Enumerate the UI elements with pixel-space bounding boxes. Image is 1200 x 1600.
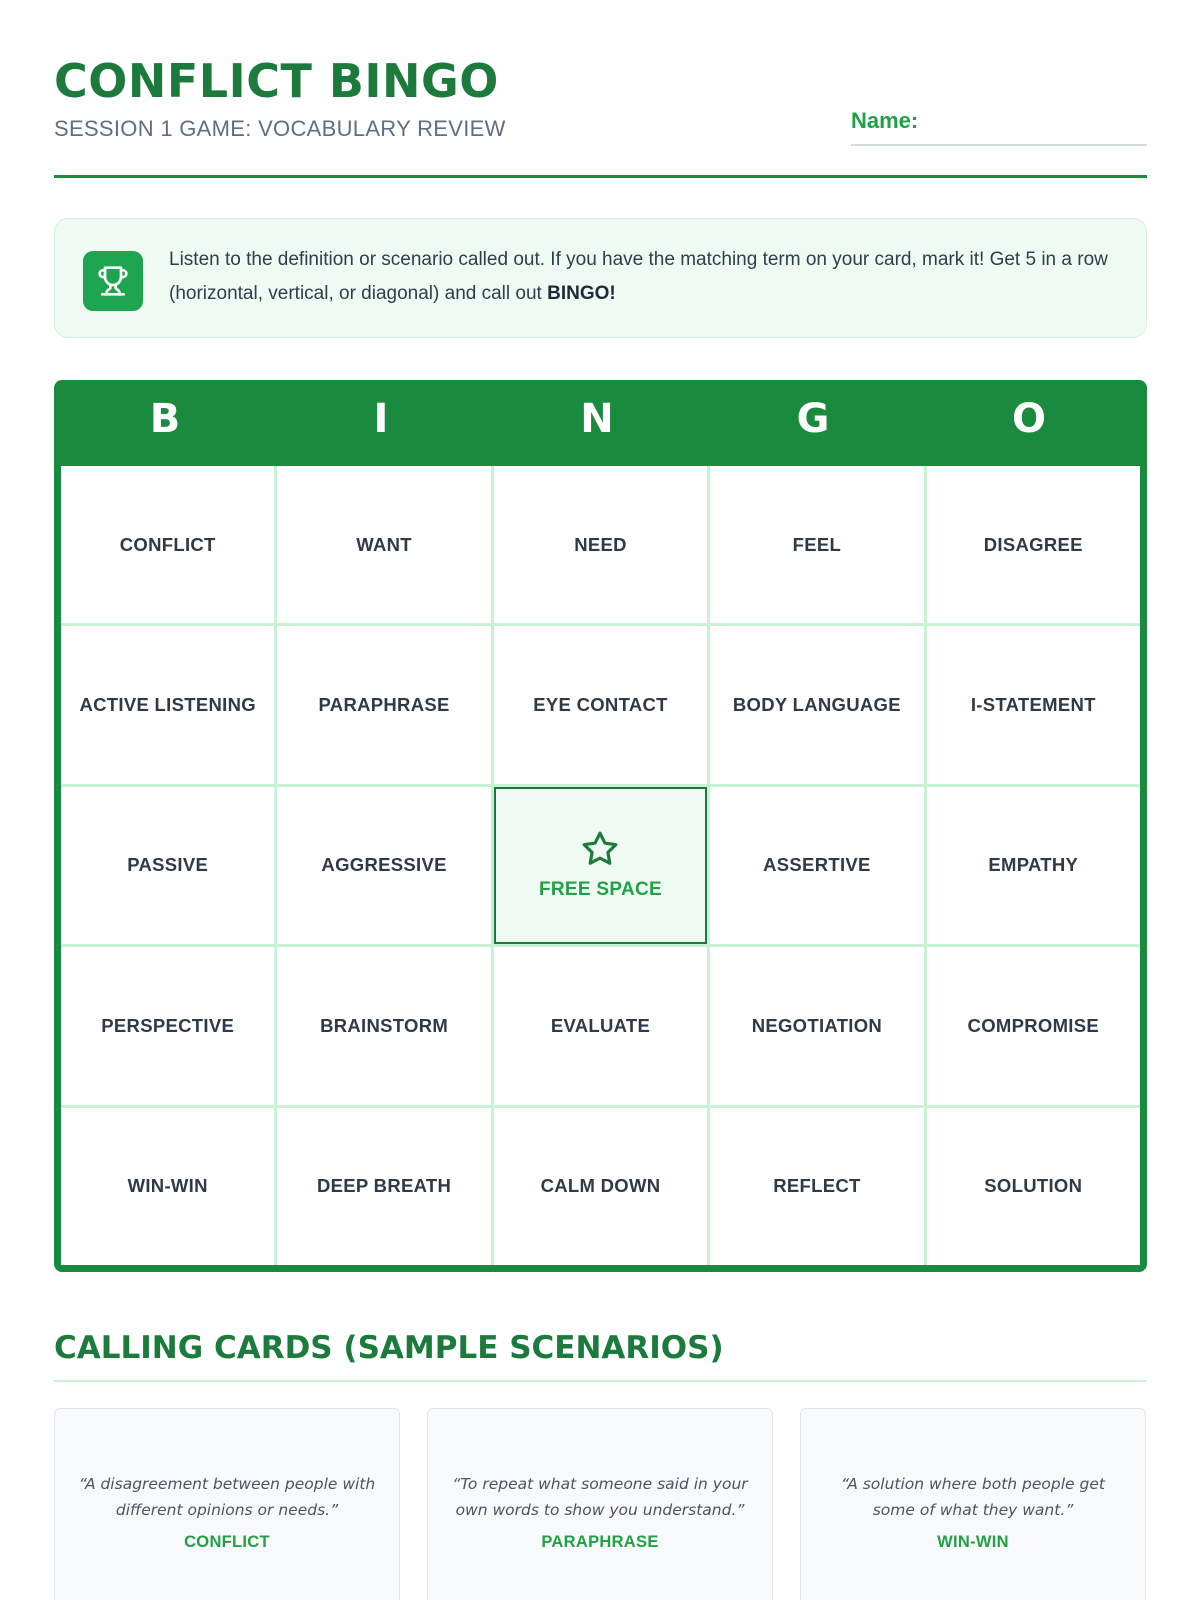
calling-cards (54, 1408, 1147, 1600)
bingo-cell[interactable] (277, 947, 490, 1104)
bingo-cell-label: CALM DOWN (540, 1175, 661, 1197)
bingo-cell[interactable] (61, 626, 274, 783)
bingo-cell[interactable] (710, 626, 923, 783)
calling-cards-title: CALLING CARDS (SAMPLE SCENARIOS) (54, 1330, 724, 1366)
page-header (54, 54, 1147, 178)
bingo-cell[interactable] (61, 466, 274, 623)
calling-card (800, 1408, 1146, 1600)
bingo-grid (61, 466, 1140, 1265)
bingo-cell-label: ACTIVE LISTENING (79, 694, 256, 716)
bingo-cell-label: WANT (356, 533, 412, 555)
bingo-cell[interactable] (494, 626, 707, 783)
bingo-cell[interactable] (277, 1108, 490, 1265)
bingo-letter-b: B (149, 396, 181, 442)
bingo-cell[interactable] (494, 466, 707, 623)
bingo-cell[interactable] (494, 947, 707, 1104)
bingo-letter-g: G (796, 396, 830, 442)
instructions-body: Listen to the definition or scenario called out. If you have the matching term on your card, mark it! Get 5 in a row (horizontal, vertical, or diagonal) and call out (169, 249, 1108, 304)
bingo-cell-label: NEGOTIATION (751, 1014, 883, 1036)
bingo-cell-label: DISAGREE (983, 533, 1083, 555)
bingo-cell-label: EVALUATE (550, 1014, 651, 1036)
bingo-cell-label: SOLUTION (984, 1175, 1083, 1197)
bingo-cell-label: BRAINSTORM (320, 1014, 449, 1036)
bingo-cell-label: I-STATEMENT (970, 694, 1096, 716)
bingo-cell[interactable] (710, 947, 923, 1104)
bingo-cell[interactable] (61, 947, 274, 1104)
bingo-cell[interactable] (494, 1108, 707, 1265)
card-answer: WIN-WIN (937, 1533, 1009, 1551)
bingo-cell[interactable] (710, 787, 923, 944)
card-quote: “A disagreement between people with different opinions or needs.” (78, 1475, 376, 1519)
bingo-cell-label: BODY LANGUAGE (732, 694, 901, 716)
instructions-text (169, 243, 1119, 311)
bingo-header-row (54, 380, 1147, 466)
bingo-cell-label: DEEP BREATH (316, 1175, 452, 1197)
bingo-cell-label: AGGRESSIVE (321, 854, 447, 876)
instructions-panel (54, 218, 1147, 338)
section-divider (54, 1380, 1147, 1382)
page-subtitle: SESSION 1 GAME: VOCABULARY REVIEW (54, 116, 506, 141)
bingo-cell[interactable] (277, 626, 490, 783)
instructions-emphasis: BINGO! (547, 283, 616, 304)
name-input-line[interactable] (851, 144, 1147, 146)
bingo-cell-label: FEEL (792, 533, 842, 555)
card-answer: PARAPHRASE (541, 1533, 659, 1551)
bingo-cell[interactable] (927, 626, 1140, 783)
bingo-cell[interactable] (927, 787, 1140, 944)
bingo-cell-label: PERSPECTIVE (101, 1014, 235, 1036)
bingo-letter-i: I (373, 396, 389, 442)
bingo-cell[interactable] (927, 1108, 1140, 1265)
calling-card (54, 1408, 400, 1600)
bingo-cell[interactable] (927, 466, 1140, 623)
bingo-cell-label: WIN-WIN (127, 1175, 208, 1197)
bingo-cell-label: PARAPHRASE (318, 694, 450, 716)
name-label: Name: (851, 108, 919, 133)
bingo-cell-label: ASSERTIVE (763, 854, 871, 876)
star-icon (581, 830, 619, 873)
card-answer: CONFLICT (184, 1533, 270, 1551)
page-title: CONFLICT BINGO (54, 54, 499, 108)
bingo-cell-label: REFLECT (773, 1175, 861, 1197)
bingo-board (54, 380, 1147, 1272)
trophy-icon (83, 251, 143, 311)
bingo-cell[interactable] (927, 947, 1140, 1104)
bingo-cell[interactable] (61, 787, 274, 944)
bingo-cell-label: EYE CONTACT (533, 694, 668, 716)
card-quote: “A solution where both people get some of what they want.” (841, 1475, 1105, 1519)
free-space-cell[interactable] (494, 787, 707, 944)
bingo-letter-n: N (580, 396, 614, 442)
bingo-cell-label: CONFLICT (119, 533, 216, 555)
bingo-cell-label: NEED (574, 533, 627, 555)
bingo-cell-label: EMPATHY (988, 854, 1079, 876)
bingo-letter-o: O (1011, 396, 1046, 442)
bingo-cell[interactable] (710, 1108, 923, 1265)
bingo-cell[interactable] (61, 1108, 274, 1265)
bingo-cell-label: COMPROMISE (967, 1014, 1100, 1036)
bingo-cell[interactable] (710, 466, 923, 623)
calling-card (427, 1408, 773, 1600)
bingo-cell[interactable] (277, 466, 490, 623)
bingo-cell-label: PASSIVE (127, 854, 209, 876)
card-quote: “To repeat what someone said in your own words to show you understand.” (452, 1475, 748, 1519)
bingo-cell-label: FREE SPACE (538, 878, 662, 900)
bingo-cell[interactable] (277, 787, 490, 944)
